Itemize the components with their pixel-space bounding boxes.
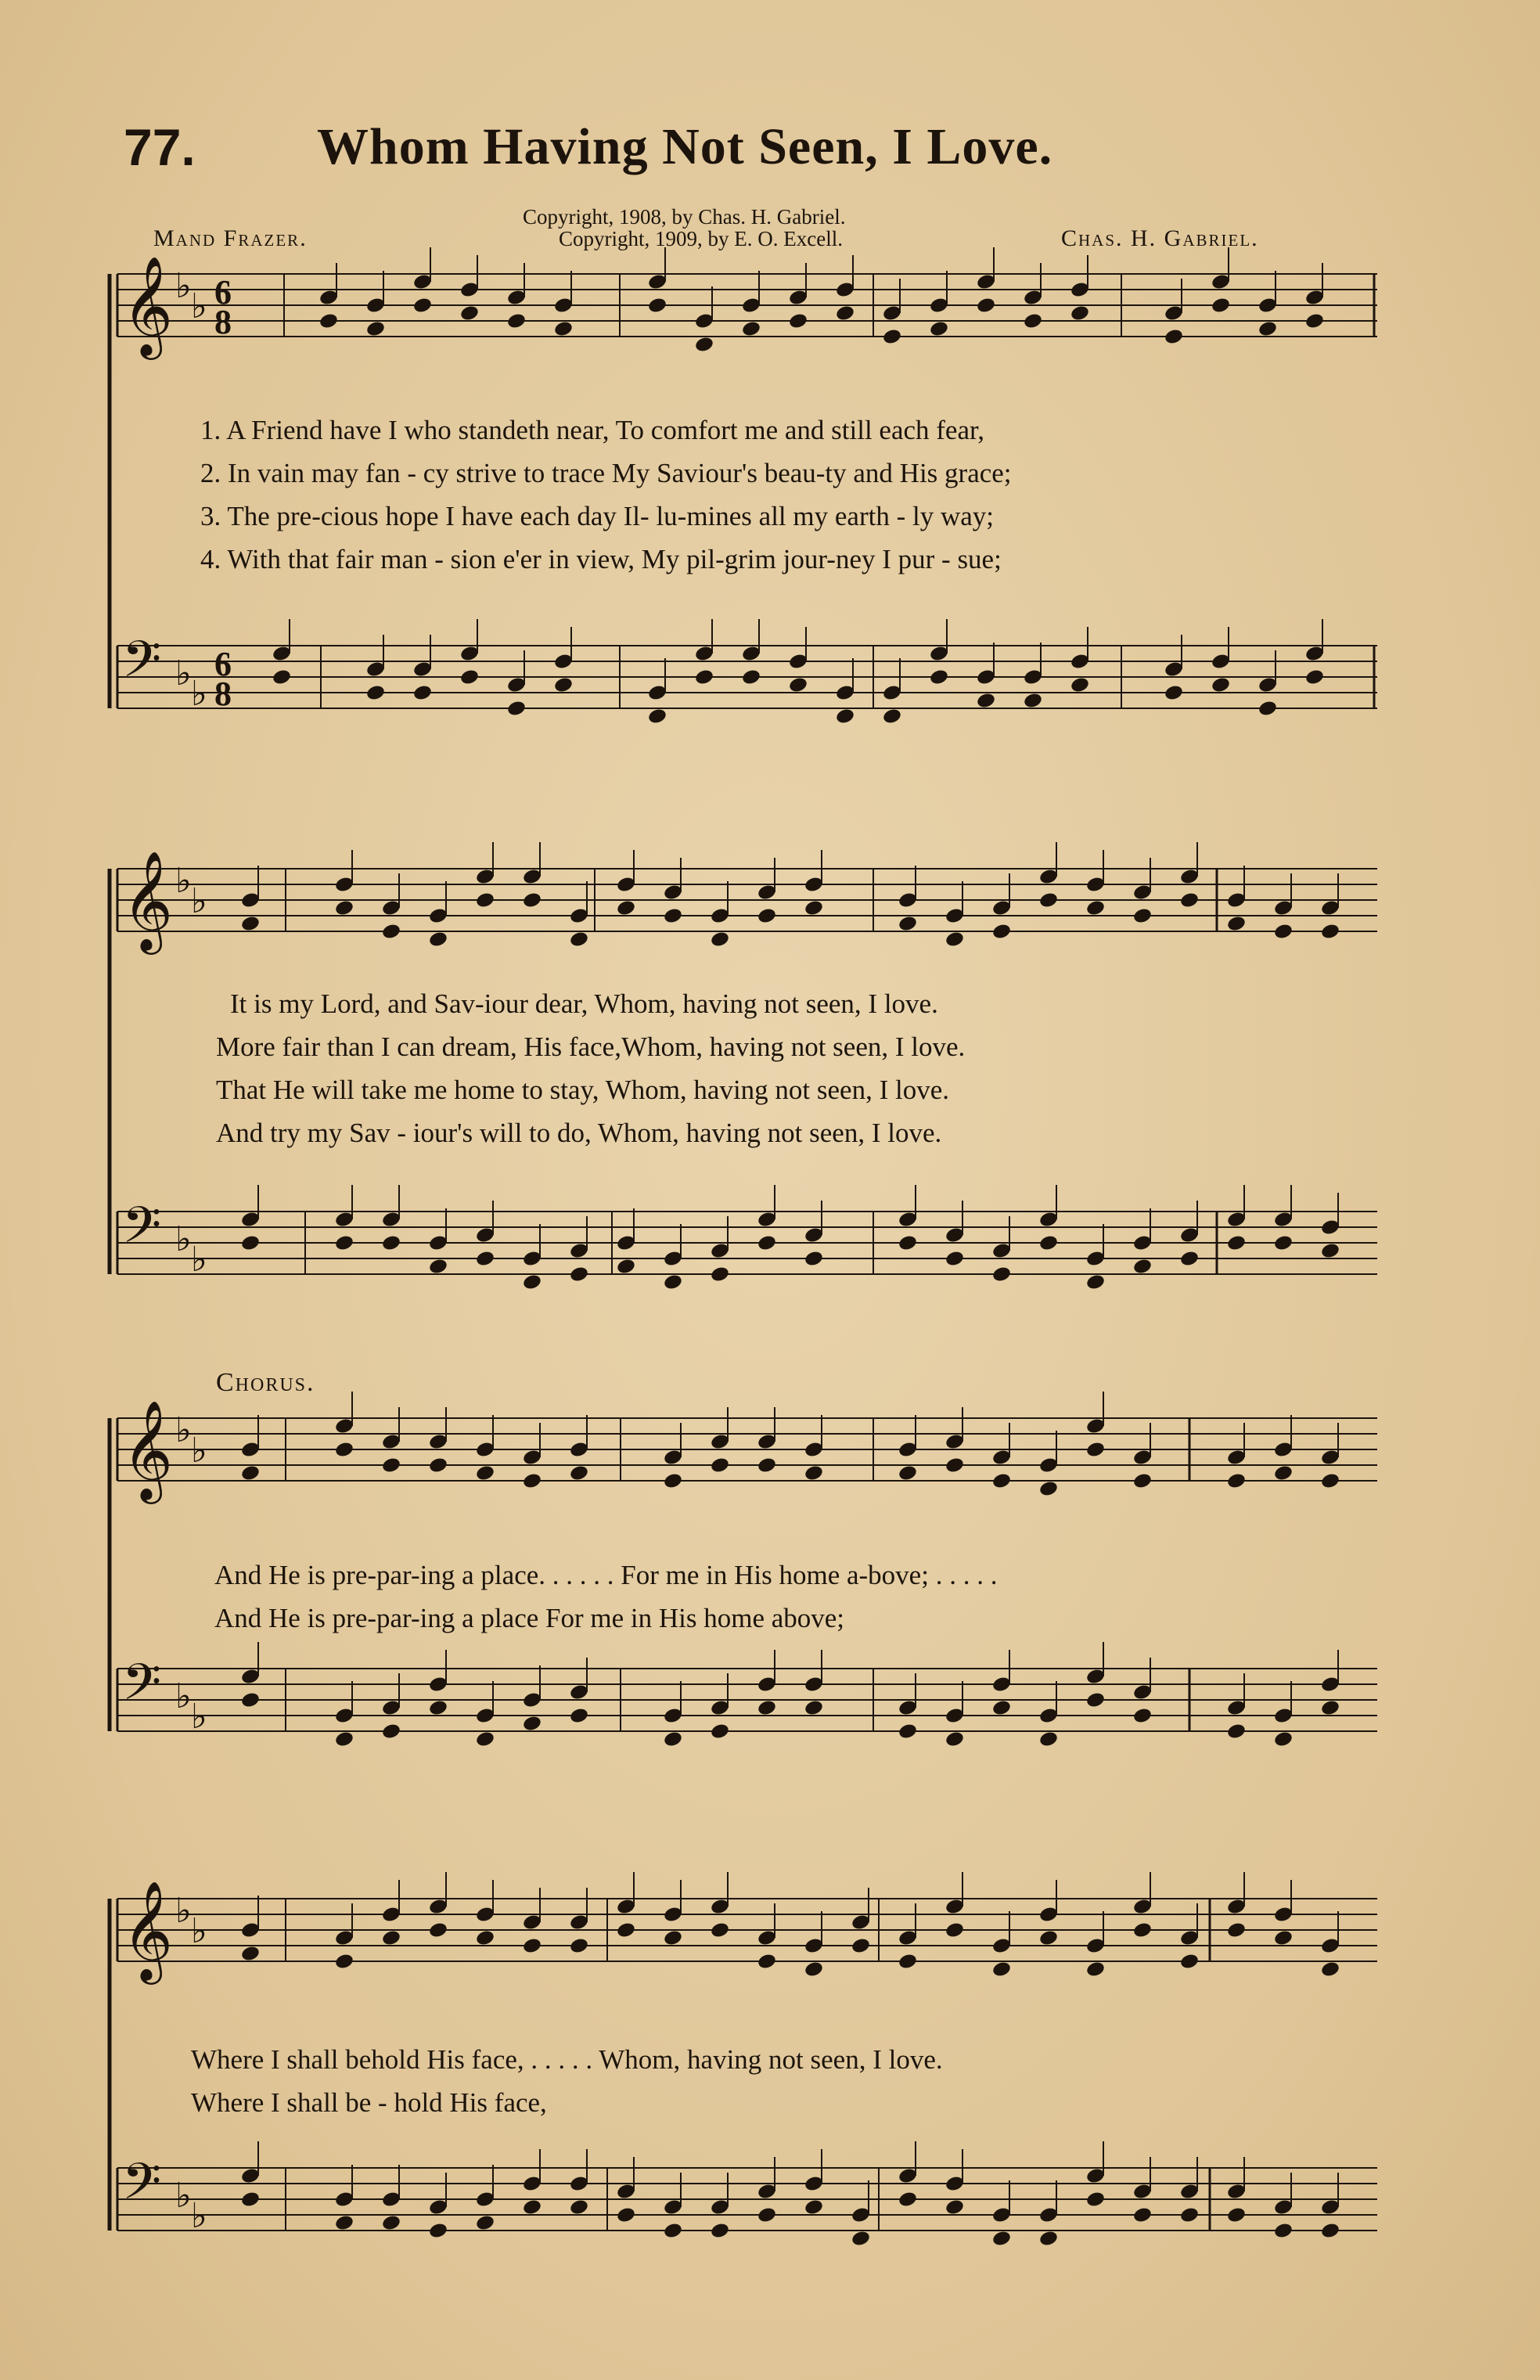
- note-head: [1038, 1480, 1059, 1498]
- flat-icon: ♭: [191, 1911, 207, 1951]
- note-head: [475, 2214, 495, 2232]
- note-head: [381, 1723, 401, 1741]
- note-head: [522, 1273, 542, 1291]
- bass-clef-icon: 𝄢: [122, 1654, 162, 1724]
- flat-icon: ♭: [191, 2196, 207, 2236]
- note-head: [1179, 1250, 1200, 1268]
- note-head: [616, 2206, 636, 2224]
- note-head: [1273, 923, 1294, 941]
- note-head: [991, 1961, 1012, 1979]
- note-head: [1258, 700, 1278, 718]
- note-head: [1273, 1464, 1294, 1482]
- note-head: [412, 297, 433, 315]
- note-head: [1211, 676, 1231, 694]
- hymn-title: Whom Having Not Seen, I Love.: [317, 118, 1053, 175]
- note-head: [569, 1937, 589, 1955]
- flat-icon: ♭: [191, 674, 207, 714]
- note-head: [240, 2191, 261, 2209]
- note-head: [1164, 328, 1184, 346]
- note-head: [1038, 1730, 1059, 1748]
- note-head: [334, 1234, 354, 1252]
- note-head: [1273, 1234, 1294, 1252]
- flat-icon: ♭: [175, 861, 192, 901]
- note-head: [898, 2191, 918, 2209]
- note-head: [663, 1472, 683, 1490]
- chorus-line-2a: Where I shall behold His face, . . . . . Whom, having not seen, I love.: [191, 2044, 943, 2075]
- bass-clef-icon: 𝄢: [122, 1197, 162, 1267]
- note-head: [1226, 915, 1247, 933]
- note-head: [991, 1472, 1012, 1490]
- note-head: [741, 320, 761, 338]
- note-head: [381, 2214, 401, 2232]
- note-head: [898, 1723, 918, 1741]
- note-head: [1132, 1258, 1153, 1276]
- note-head: [1038, 2230, 1059, 2248]
- note-head: [788, 676, 808, 694]
- note-head: [1038, 1929, 1059, 1947]
- note-head: [1304, 312, 1325, 330]
- note-head: [1258, 320, 1278, 338]
- note-head: [804, 899, 824, 917]
- note-head: [710, 1921, 730, 1939]
- note-head: [334, 1953, 354, 1971]
- composer-credit: Chas. H. Gabriel.: [1061, 225, 1259, 251]
- note-head: [616, 899, 636, 917]
- verse-1-line-2: 2. In vain may fan - cy strive to trace My Saviour's beau-ty and His grace;: [200, 458, 1012, 488]
- note-head: [804, 1250, 824, 1268]
- note-head: [1211, 297, 1231, 315]
- note-head: [1085, 1273, 1106, 1291]
- note-head: [804, 1961, 824, 1979]
- flat-icon: ♭: [175, 266, 192, 306]
- hymn-number: 77.: [124, 118, 196, 176]
- note-head: [381, 1456, 401, 1474]
- note-head: [757, 1953, 777, 1971]
- note-head: [240, 915, 261, 933]
- note-head: [663, 1273, 683, 1291]
- note-head: [334, 2214, 354, 2232]
- note-head: [569, 1464, 589, 1482]
- verse-2-line-1: It is my Lord, and Sav-iour dear, Whom, having not seen, I love.: [230, 988, 938, 1019]
- note-head: [475, 1929, 495, 1947]
- note-head: [757, 1456, 777, 1474]
- note-head: [1070, 676, 1090, 694]
- note-head: [929, 668, 949, 686]
- note-head: [804, 1699, 824, 1717]
- copyright-1: Copyright, 1908, by Chas. H. Gabriel.: [523, 205, 846, 229]
- note-head: [710, 1456, 730, 1474]
- note-head: [1320, 1961, 1340, 1979]
- flat-icon: ♭: [191, 286, 207, 326]
- note-head: [991, 1699, 1012, 1717]
- note-head: [788, 312, 808, 330]
- note-head: [428, 1456, 448, 1474]
- note-head: [1085, 899, 1106, 917]
- note-head: [1226, 1472, 1247, 1490]
- note-head: [616, 1258, 636, 1276]
- note-head: [757, 1699, 777, 1717]
- note-head: [475, 1730, 495, 1748]
- note-head: [1085, 2191, 1106, 2209]
- chorus-line-1a: And He is pre-par-ing a place. . . . . . For me in His home a-bove; . . . . .: [214, 1560, 998, 1590]
- flat-icon: ♭: [175, 2176, 192, 2216]
- note-head: [804, 1464, 824, 1482]
- note-head: [835, 708, 855, 726]
- note-head: [663, 907, 683, 925]
- note-head: [976, 692, 996, 710]
- note-head: [240, 1464, 261, 1482]
- verse-1-line-3: 3. The pre-cious hope I have each day Il- lu-mines all my earth - ly way;: [200, 501, 994, 531]
- note-head: [1179, 891, 1200, 909]
- note-head: [647, 708, 667, 726]
- note-head: [694, 668, 714, 686]
- note-head: [428, 2222, 448, 2240]
- note-head: [757, 907, 777, 925]
- note-head: [1320, 1242, 1340, 1260]
- note-head: [1226, 1921, 1247, 1939]
- note-head: [898, 1464, 918, 1482]
- chorus-line-1b: And He is pre-par-ing a place For me in His home above;: [214, 1603, 845, 1633]
- note-head: [898, 1953, 918, 1971]
- bass-clef-icon: 𝄢: [122, 631, 162, 701]
- note-head: [694, 336, 714, 354]
- lyricist-credit: Mand Frazer.: [153, 225, 308, 251]
- note-head: [1320, 1699, 1340, 1717]
- note-head: [741, 668, 761, 686]
- note-head: [569, 1266, 589, 1284]
- note-head: [381, 923, 401, 941]
- note-head: [569, 931, 589, 949]
- bass-clef-icon: 𝄢: [122, 2153, 162, 2223]
- note-head: [334, 1441, 354, 1459]
- note-head: [898, 1234, 918, 1252]
- note-head: [1132, 1707, 1153, 1725]
- note-head: [945, 1730, 965, 1748]
- verse-2-line-4: And try my Sav - iour's will to do, Whom, having not seen, I love.: [216, 1118, 942, 1148]
- note-head: [1023, 312, 1043, 330]
- note-head: [1132, 1921, 1153, 1939]
- note-head: [365, 684, 386, 702]
- note-head: [945, 2198, 965, 2216]
- copyright-2: Copyright, 1909, by E. O. Excell.: [559, 227, 843, 250]
- treble-clef-icon: 𝄞: [122, 1399, 174, 1500]
- note-head: [240, 1691, 261, 1709]
- note-head: [1273, 1730, 1294, 1748]
- note-head: [1273, 1929, 1294, 1947]
- note-head: [569, 2198, 589, 2216]
- note-head: [710, 1266, 730, 1284]
- note-head: [851, 1937, 871, 1955]
- note-head: [835, 304, 855, 322]
- note-head: [1273, 2222, 1294, 2240]
- verse-1-line-1: 1. A Friend have I who standeth near, To comfort me and still each fear,: [200, 415, 984, 445]
- note-head: [945, 1456, 965, 1474]
- flat-icon: ♭: [175, 1219, 192, 1259]
- note-head: [1179, 1953, 1200, 1971]
- chorus-line-2b: Where I shall be - hold His face,: [191, 2087, 547, 2118]
- note-head: [976, 297, 996, 315]
- note-head: [506, 312, 527, 330]
- note-head: [929, 320, 949, 338]
- note-head: [1320, 1472, 1340, 1490]
- note-head: [991, 2230, 1012, 2248]
- note-head: [1132, 2206, 1153, 2224]
- flat-icon: ♭: [191, 1697, 207, 1737]
- note-head: [663, 1929, 683, 1947]
- note-head: [475, 1250, 495, 1268]
- note-head: [428, 1258, 448, 1276]
- note-head: [553, 320, 574, 338]
- note-head: [522, 1715, 542, 1733]
- note-head: [710, 2222, 730, 2240]
- note-head: [475, 891, 495, 909]
- note-head: [569, 1707, 589, 1725]
- flat-icon: ♭: [191, 881, 207, 921]
- note-head: [991, 923, 1012, 941]
- note-head: [945, 931, 965, 949]
- note-head: [898, 915, 918, 933]
- note-head: [412, 684, 433, 702]
- treble-clef-icon: 𝄞: [122, 255, 174, 355]
- note-head: [240, 1234, 261, 1252]
- note-head: [506, 700, 527, 718]
- time-signature: 6: [214, 645, 232, 683]
- note-head: [1085, 1691, 1106, 1709]
- note-head: [553, 676, 574, 694]
- note-head: [945, 1250, 965, 1268]
- chorus-label: Chorus.: [216, 1368, 315, 1397]
- note-head: [240, 1945, 261, 1963]
- note-head: [334, 1730, 354, 1748]
- note-head: [459, 304, 480, 322]
- note-head: [428, 1699, 448, 1717]
- note-head: [1304, 668, 1325, 686]
- note-head: [334, 899, 354, 917]
- time-signature: 8: [214, 303, 232, 341]
- note-head: [365, 320, 386, 338]
- note-head: [710, 931, 730, 949]
- treble-clef-icon: 𝄞: [122, 850, 174, 950]
- flat-icon: ♭: [191, 1431, 207, 1471]
- note-head: [459, 668, 480, 686]
- note-head: [428, 1921, 448, 1939]
- note-head: [1164, 684, 1184, 702]
- note-head: [663, 1730, 683, 1748]
- note-head: [1226, 1723, 1247, 1741]
- note-head: [1132, 907, 1153, 925]
- note-head: [757, 2206, 777, 2224]
- note-head: [710, 1723, 730, 1741]
- note-head: [663, 2222, 683, 2240]
- note-head: [1226, 2206, 1247, 2224]
- verse-2-line-2: More fair than I can dream, His face,Whom, having not seen, I love.: [216, 1032, 966, 1062]
- note-head: [381, 1929, 401, 1947]
- note-head: [1023, 692, 1043, 710]
- flat-icon: ♭: [175, 1410, 192, 1450]
- time-signature: 6: [214, 273, 232, 311]
- note-head: [1132, 1472, 1153, 1490]
- note-head: [1038, 891, 1059, 909]
- note-head: [851, 2230, 871, 2248]
- note-head: [991, 1266, 1012, 1284]
- note-head: [1320, 2222, 1340, 2240]
- note-head: [1038, 1234, 1059, 1252]
- note-head: [1070, 304, 1090, 322]
- note-head: [272, 668, 292, 686]
- note-head: [804, 2198, 824, 2216]
- note-head: [522, 2198, 542, 2216]
- note-head: [428, 931, 448, 949]
- note-head: [757, 1234, 777, 1252]
- note-head: [1085, 1961, 1106, 1979]
- note-head: [882, 328, 902, 346]
- flat-icon: ♭: [175, 1891, 192, 1931]
- note-head: [381, 1234, 401, 1252]
- treble-clef-icon: 𝄞: [122, 1880, 174, 1980]
- note-head: [522, 1937, 542, 1955]
- note-head: [1226, 1234, 1247, 1252]
- note-head: [945, 1921, 965, 1939]
- note-head: [522, 891, 542, 909]
- time-signature: 8: [214, 675, 232, 713]
- note-head: [616, 1921, 636, 1939]
- note-head: [475, 1464, 495, 1482]
- flat-icon: ♭: [191, 1240, 207, 1280]
- note-head: [1320, 923, 1340, 941]
- flat-icon: ♭: [175, 1676, 192, 1716]
- note-head: [882, 708, 902, 726]
- note-head: [318, 312, 339, 330]
- flat-icon: ♭: [175, 654, 192, 693]
- note-head: [647, 297, 667, 315]
- verse-1-line-4: 4. With that fair man - sion e'er in view, My pil-grim jour-ney I pur - sue;: [200, 544, 1002, 574]
- note-head: [1085, 1441, 1106, 1459]
- verse-2-line-3: That He will take me home to stay, Whom, having not seen, I love.: [216, 1075, 950, 1105]
- note-head: [1179, 2206, 1200, 2224]
- note-head: [522, 1472, 542, 1490]
